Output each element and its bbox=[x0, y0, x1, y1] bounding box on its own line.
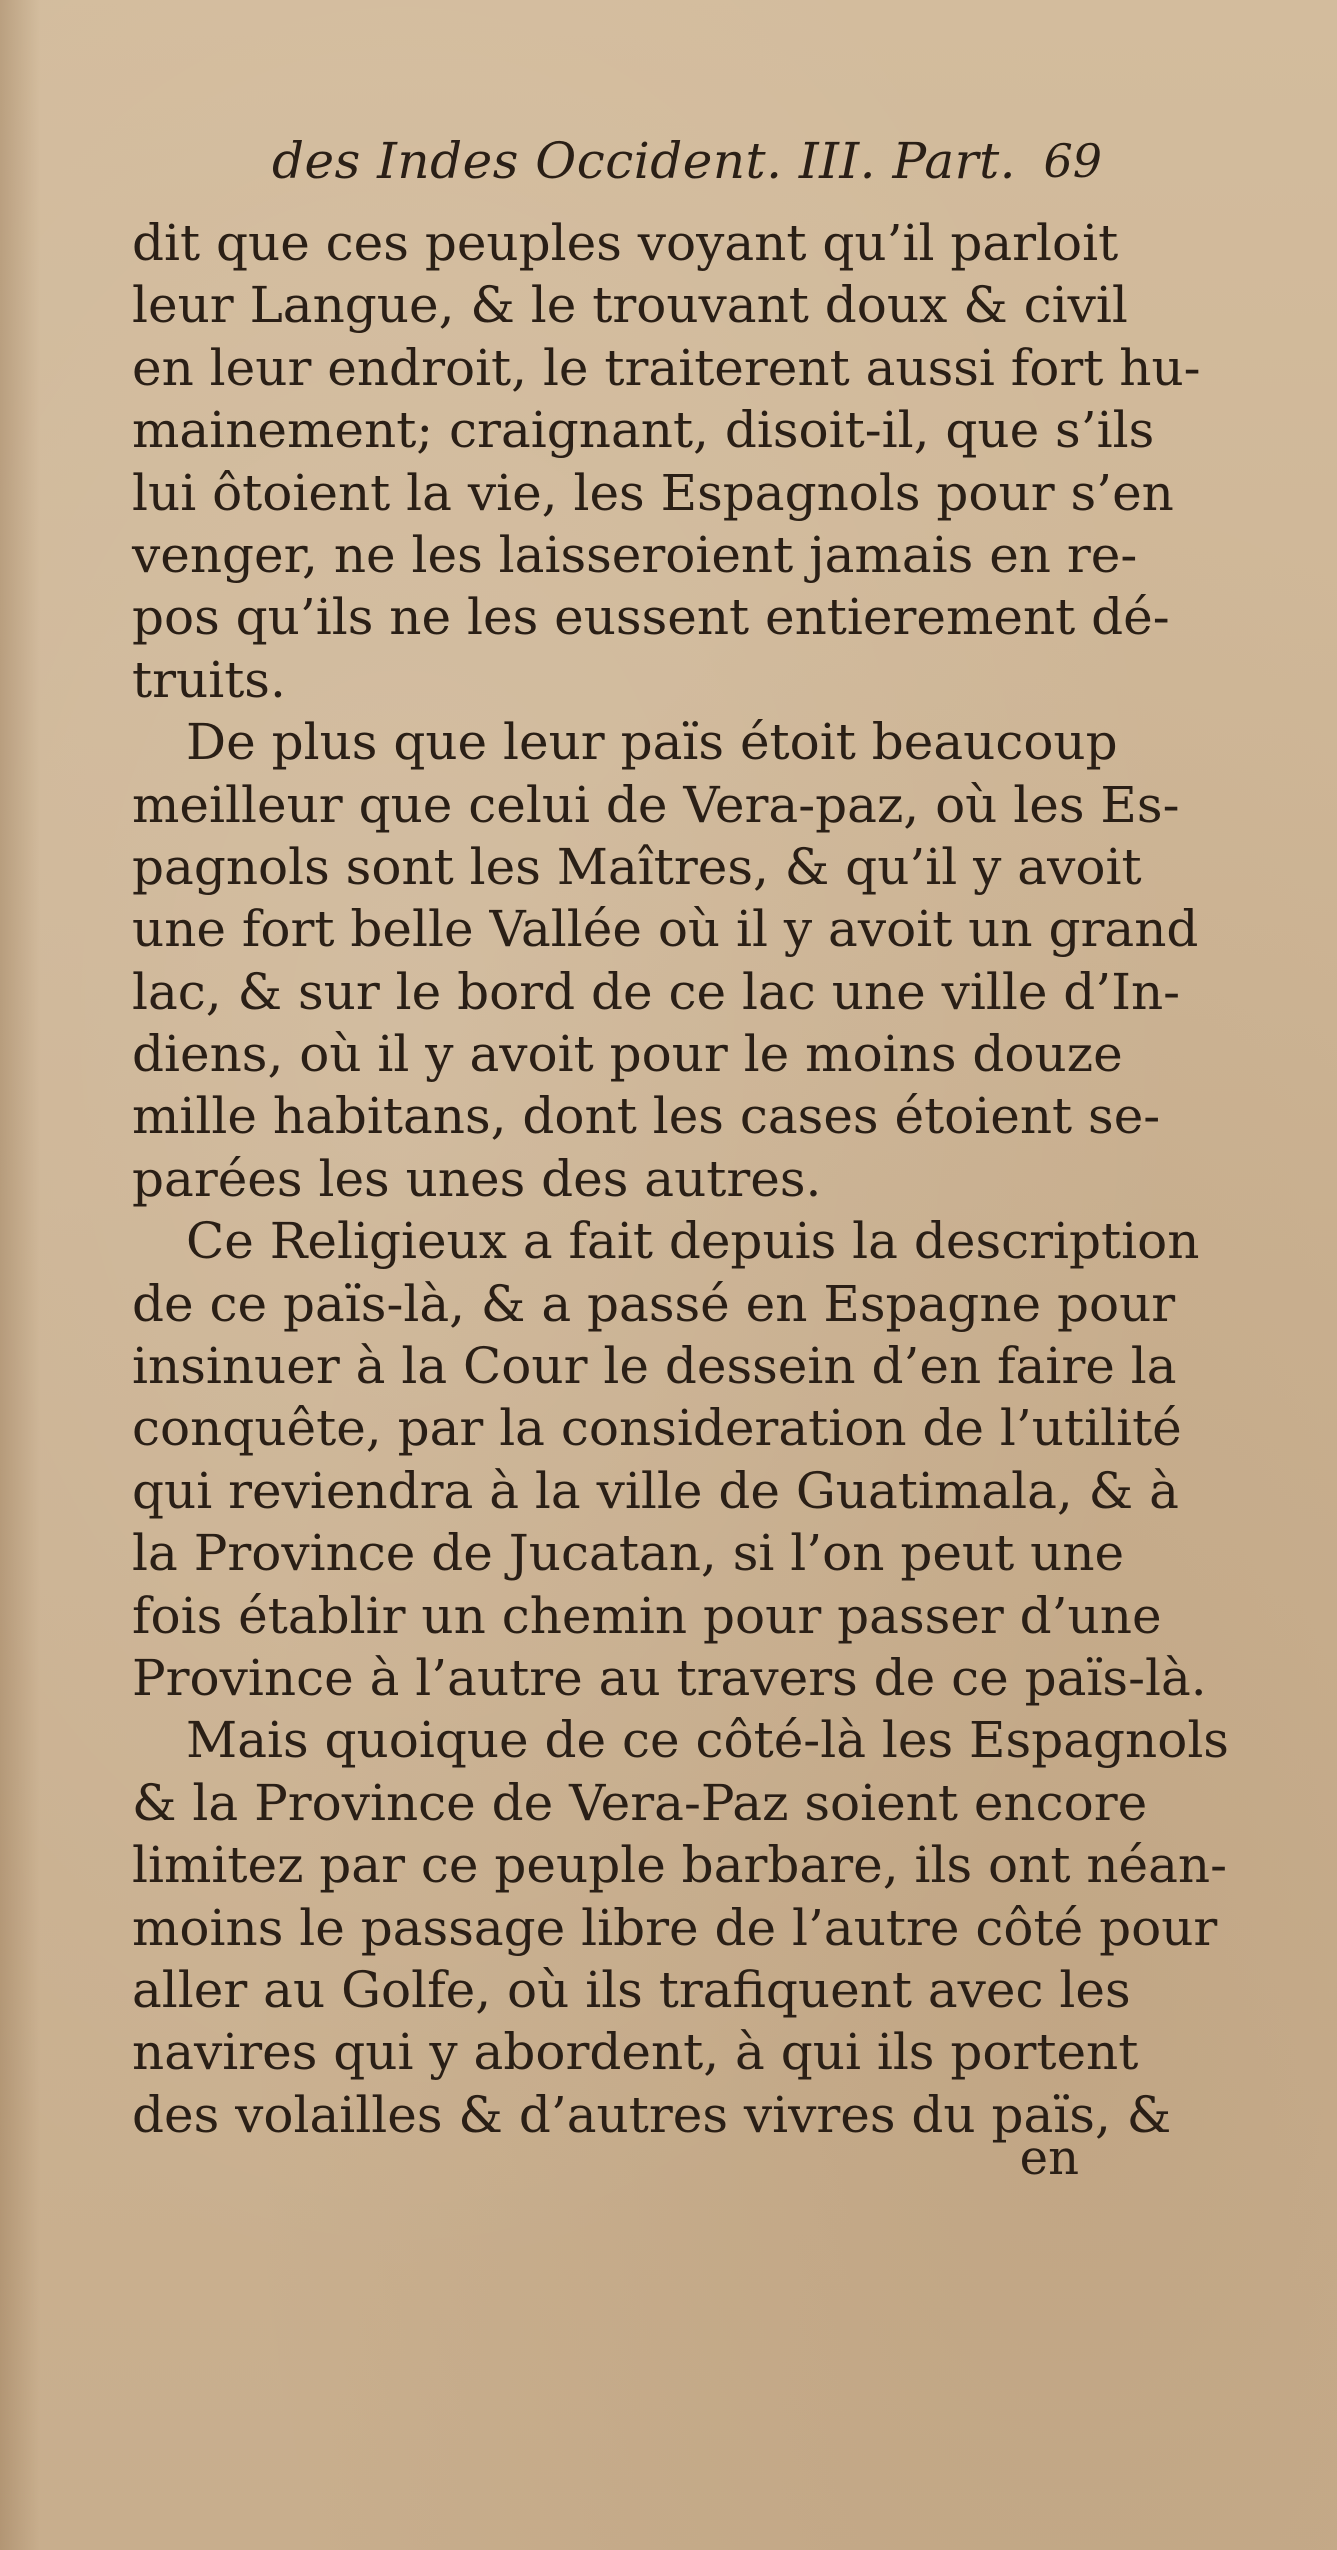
text-line: dit que ces peuples voyant qu’il parloit bbox=[132, 214, 1119, 272]
text-line: leur Langue, & le trouvant doux & civil bbox=[132, 276, 1128, 335]
text-line: lac, & sur le bord de ce lac une ville d’In- bbox=[132, 962, 1181, 1021]
text-line: meilleur que celui de Vera-paz, où les Es- bbox=[132, 775, 1180, 834]
text-line: aller au Golfe, où ils trafiquent avec les bbox=[132, 1960, 1131, 2019]
text-line: qui reviendra à la ville de Guatimala, & à bbox=[132, 1461, 1179, 1520]
text-line: pagnols sont les Maîtres, & qu’il y avoit bbox=[132, 837, 1142, 896]
text-line: mille habitans, dont les cases étoient se- bbox=[132, 1087, 1161, 1146]
body-text bbox=[132, 212, 1229, 2146]
text-line: truits. bbox=[132, 650, 286, 709]
text-line: en leur endroit, le traiterent aussi fort hu- bbox=[132, 338, 1201, 397]
text-line: limitez par ce peuple barbare, ils ont néan- bbox=[132, 1836, 1228, 1895]
text-line: de ce païs-là, & a passé en Espagne pour bbox=[132, 1274, 1176, 1333]
text-line: une fort belle Vallée où il y avoit un grand bbox=[132, 900, 1199, 959]
text-line: & la Province de Vera-Paz soient encore bbox=[132, 1773, 1148, 1832]
text-line: moins le passage libre de l’autre côté pour bbox=[132, 1898, 1218, 1957]
text-line: navires qui y abordent, à qui ils portent bbox=[132, 2023, 1139, 2082]
paragraph-start-line: De plus que leur païs étoit beaucoup bbox=[186, 713, 1118, 772]
page-number: 69 bbox=[1043, 134, 1102, 188]
text-line: venger, ne les laisseroient jamais en re- bbox=[132, 525, 1138, 584]
text-line: mainement; craignant, disoit-il, que s’ils bbox=[132, 401, 1155, 460]
text-line: pos qu’ils ne les eussent entierement dé- bbox=[132, 588, 1170, 647]
paragraph-start-line: Ce Religieux a fait depuis la description bbox=[186, 1212, 1200, 1271]
catchword: en bbox=[1019, 2130, 1079, 2186]
text-line: Province à l’autre au travers de ce païs-là. bbox=[132, 1648, 1207, 1707]
text-line: diens, où il y avoit pour le moins douze bbox=[132, 1025, 1123, 1084]
running-head: des Indes Occident. III. Part. bbox=[272, 132, 1017, 190]
page-header bbox=[272, 132, 1102, 208]
text-line: parées les unes des autres. bbox=[132, 1149, 822, 1208]
text-line: lui ôtoient la vie, les Espagnols pour s’en bbox=[132, 463, 1174, 522]
text-line: insinuer à la Cour le dessein d’en faire la bbox=[132, 1337, 1177, 1396]
text-line: fois établir un chemin pour passer d’une bbox=[132, 1586, 1162, 1645]
paragraph-start-line: Mais quoique de ce côté-là les Espagnols bbox=[186, 1711, 1229, 1770]
text-line: conquête, par la consideration de l’utilité bbox=[132, 1399, 1182, 1458]
text-line: des volailles & d’autres vivres du païs, & bbox=[132, 2085, 1172, 2144]
text-line: la Province de Jucatan, si l’on peut une bbox=[132, 1524, 1125, 1583]
